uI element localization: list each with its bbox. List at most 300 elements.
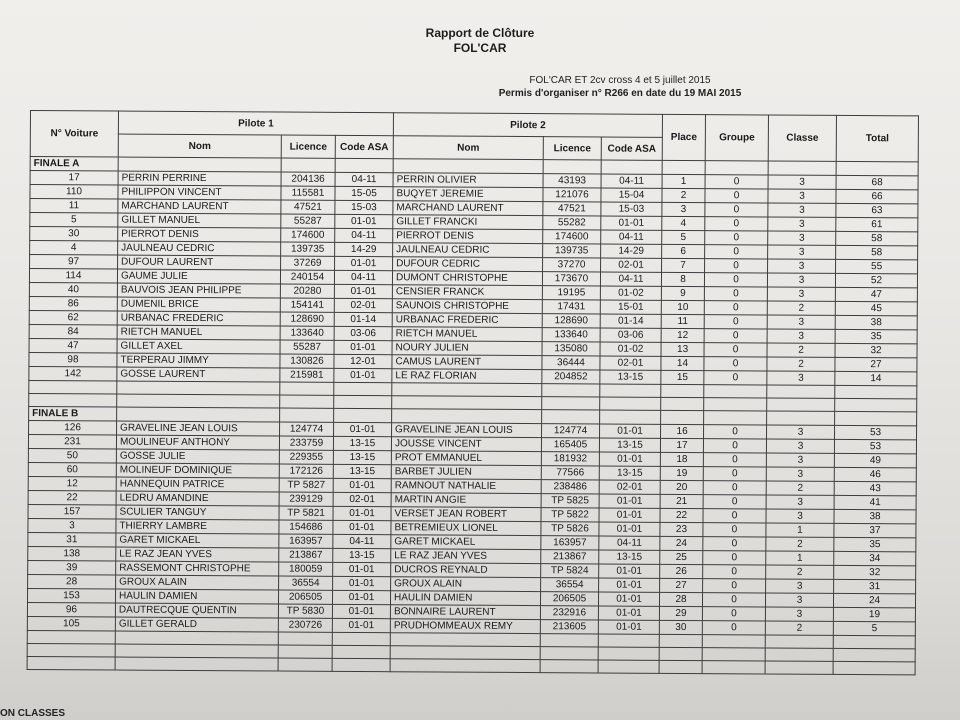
cell-p2-nom: DUCROS REYNALD	[391, 563, 541, 578]
cell-place: 9	[661, 286, 704, 300]
cell-place: 15	[661, 370, 704, 384]
cell-classe: 3	[766, 453, 834, 467]
cell-classe: 3	[768, 189, 836, 203]
cell-place: 23	[660, 522, 703, 536]
cell-voiture: 126	[29, 420, 117, 435]
cell-classe: 2	[767, 301, 835, 315]
cell-groupe: 0	[703, 565, 766, 579]
empty-cell	[29, 380, 117, 394]
section-label: FINALE A	[30, 157, 118, 172]
empty-cell	[540, 660, 598, 673]
cell-groupe: 0	[703, 439, 766, 453]
cell-p1-code-asa: 01-01	[333, 506, 391, 520]
cell-p2-nom: VERSET JEAN ROBERT	[391, 507, 541, 522]
cell-voiture: 3	[28, 518, 116, 533]
cell-groupe: 0	[703, 579, 766, 593]
cell-p2-code-asa: 01-01	[598, 620, 659, 634]
empty-cell	[281, 158, 335, 172]
empty-cell	[334, 408, 392, 422]
cell-p2-licence: 121076	[543, 188, 601, 202]
cell-p2-licence: 19195	[542, 286, 600, 300]
cell-groupe: 0	[703, 537, 766, 551]
cell-classe: 3	[767, 425, 835, 439]
empty-cell	[836, 161, 918, 176]
cell-p1-nom: GILLET MANUEL	[118, 213, 281, 228]
cell-total: 38	[834, 509, 916, 524]
cell-p1-licence: 229355	[279, 450, 333, 464]
footer-section-label: ON CLASSES	[0, 708, 66, 719]
cell-p2-code-asa: 03-06	[600, 328, 661, 342]
report-title: Rapport de Clôture	[425, 26, 535, 40]
cell-p2-licence: 204852	[542, 370, 600, 384]
cell-p1-code-asa: 01-01	[334, 284, 392, 298]
cell-groupe: 0	[704, 357, 767, 371]
empty-cell	[118, 157, 281, 172]
cell-classe: 3	[768, 245, 836, 259]
cell-place: 28	[660, 592, 703, 606]
cell-p1-nom: HAULIN DAMIEN	[115, 589, 278, 604]
cell-p2-code-asa: 01-01	[599, 578, 660, 592]
cell-p1-licence: 133640	[280, 326, 334, 340]
cell-groupe: 0	[704, 343, 767, 357]
cell-p1-licence: 213867	[279, 548, 333, 562]
cell-p1-nom: GOSSE JULIE	[116, 449, 279, 464]
cell-p2-licence: 181932	[541, 452, 599, 466]
cell-place: 22	[660, 508, 703, 522]
cell-total: 45	[835, 301, 917, 316]
cell-place: 4	[662, 216, 705, 230]
cell-groupe: 0	[705, 203, 768, 217]
cell-p2-code-asa: 04-11	[601, 174, 662, 188]
col-p1-nom: Nom	[118, 134, 281, 158]
cell-p2-nom: RIETCH MANUEL	[392, 327, 542, 342]
cell-p2-licence: 232916	[540, 606, 598, 620]
cell-voiture: 84	[29, 324, 117, 339]
col-total: Total	[836, 115, 918, 162]
cell-groupe: 0	[703, 551, 766, 565]
empty-cell	[542, 410, 600, 424]
cell-p1-nom: RIETCH MANUEL	[117, 325, 280, 340]
cell-p1-licence: 233759	[279, 436, 333, 450]
cell-groupe: 0	[703, 509, 766, 523]
cell-p2-nom: GRAVELINE JEAN LOUIS	[392, 423, 542, 438]
cell-p1-licence: 239129	[279, 492, 333, 506]
cell-p1-licence: 172126	[279, 464, 333, 478]
cell-p2-licence: 174600	[543, 230, 601, 244]
col-p2-nom: Nom	[393, 136, 543, 160]
cell-total: 43	[834, 481, 916, 496]
empty-cell	[662, 160, 705, 174]
cell-p1-code-asa: 13-15	[333, 450, 391, 464]
cell-p1-code-asa: 01-01	[333, 520, 391, 534]
cell-p1-nom: TERPERAU JIMMY	[117, 353, 280, 368]
cell-p1-licence: 204136	[281, 172, 335, 186]
cell-groupe: 0	[703, 467, 766, 481]
cell-classe: 3	[768, 203, 836, 217]
empty-cell	[392, 383, 542, 397]
cell-classe: 3	[766, 439, 834, 453]
cell-p2-nom: NOURY JULIEN	[392, 341, 542, 356]
empty-cell	[659, 634, 702, 647]
cell-p1-code-asa: 04-11	[333, 534, 391, 548]
col-place: Place	[662, 114, 705, 160]
empty-cell	[702, 635, 765, 648]
cell-p1-nom: LEDRU AMANDINE	[116, 491, 279, 506]
cell-p1-nom: HANNEQUIN PATRICE	[116, 477, 279, 492]
empty-cell	[27, 643, 115, 657]
empty-cell	[278, 645, 332, 658]
empty-cell	[393, 159, 543, 174]
cell-place: 7	[662, 258, 705, 272]
cell-p2-licence: 77566	[541, 466, 599, 480]
empty-cell	[117, 381, 280, 395]
empty-cell	[542, 397, 600, 410]
cell-place: 30	[659, 620, 702, 634]
empty-cell	[280, 382, 334, 395]
cell-p2-nom: PROT EMMANUEL	[391, 451, 541, 466]
results-body	[27, 157, 918, 675]
empty-cell	[833, 635, 915, 649]
permit-line: Permis d'organiser n° R266 en date du 19 MAI 2015	[498, 88, 742, 99]
cell-p1-licence: 206505	[278, 590, 332, 604]
empty-cell	[332, 632, 390, 645]
cell-p1-code-asa: 01-14	[334, 312, 392, 326]
cell-classe: 3	[767, 287, 835, 301]
cell-place: 16	[661, 424, 704, 438]
cell-p2-licence: 139735	[543, 244, 601, 258]
cell-p2-nom: SAUNOIS CHRISTOPHE	[392, 299, 542, 314]
cell-voiture: 28	[28, 574, 116, 589]
empty-cell	[767, 411, 835, 425]
cell-p1-code-asa: 04-11	[334, 270, 392, 284]
cell-p1-licence: 47521	[281, 200, 335, 214]
cell-p2-licence: 47521	[543, 202, 601, 216]
cell-place: 2	[662, 188, 705, 202]
empty-cell	[390, 659, 540, 673]
empty-cell	[600, 397, 661, 410]
cell-p2-nom: URBANAC FREDERIC	[392, 313, 542, 328]
cell-p1-code-asa: 01-01	[335, 256, 393, 270]
empty-cell	[704, 411, 767, 425]
cell-voiture: 12	[28, 476, 116, 491]
cell-p2-nom: BUQYET JEREMIE	[393, 187, 543, 202]
cell-groupe: 0	[705, 245, 768, 259]
cell-classe: 3	[767, 329, 835, 343]
empty-cell	[833, 648, 915, 662]
cell-p1-code-asa: 01-01	[334, 368, 392, 382]
cell-p2-code-asa: 01-02	[600, 342, 661, 356]
empty-cell	[600, 384, 661, 397]
cell-p2-code-asa: 01-01	[599, 508, 660, 522]
cell-total: 49	[834, 453, 916, 468]
cell-p2-licence: 133640	[542, 328, 600, 342]
cell-place: 26	[660, 564, 703, 578]
cell-p1-code-asa: 12-01	[334, 354, 392, 368]
cell-voiture: 157	[28, 504, 116, 519]
empty-cell	[661, 410, 704, 424]
cell-p2-licence: 135080	[542, 342, 600, 356]
cell-p2-licence: 124774	[542, 424, 600, 438]
cell-place: 25	[660, 550, 703, 564]
cell-p2-nom: BETREMIEUX LIONEL	[391, 521, 541, 536]
cell-p2-nom: JAULNEAU CEDRIC	[393, 243, 543, 258]
cell-classe: 2	[766, 537, 834, 551]
col-pilote2: Pilote 2	[393, 113, 662, 138]
cell-classe: 3	[766, 509, 834, 523]
cell-total: 52	[835, 273, 917, 288]
cell-p1-nom: DAUTRECQUE QUENTIN	[115, 603, 278, 618]
cell-p2-nom: RAMNOUT NATHALIE	[391, 479, 541, 494]
cell-p2-code-asa: 15-03	[601, 202, 662, 216]
empty-cell	[765, 635, 833, 648]
empty-cell	[661, 397, 704, 410]
cell-voiture: 96	[27, 602, 115, 617]
cell-classe: 3	[766, 467, 834, 481]
cell-p2-nom: HAULIN DAMIEN	[391, 591, 541, 606]
empty-cell	[117, 394, 280, 408]
cell-total: 58	[836, 245, 918, 260]
section-label: FINALE B	[29, 406, 117, 421]
cell-total: 31	[834, 579, 916, 594]
empty-cell	[659, 647, 702, 660]
cell-p1-licence: TP 5821	[279, 506, 333, 520]
cell-p1-code-asa: 15-05	[335, 186, 393, 200]
cell-total: 58	[836, 231, 918, 246]
cell-p1-code-asa: 13-15	[333, 464, 391, 478]
cell-p1-code-asa: 01-01	[333, 562, 391, 576]
empty-cell	[334, 395, 392, 408]
cell-p1-licence: 154141	[280, 298, 334, 312]
empty-cell	[661, 384, 704, 397]
cell-p1-licence: 163957	[279, 534, 333, 548]
cell-p1-licence: 230726	[278, 618, 332, 632]
cell-p2-code-asa: 01-01	[599, 452, 660, 466]
cell-p2-nom: PERRIN OLIVIER	[393, 173, 543, 188]
cell-voiture: 39	[28, 560, 116, 575]
col-classe: Classe	[768, 115, 836, 161]
cell-voiture: 62	[29, 310, 117, 325]
cell-total: 24	[834, 593, 916, 608]
cell-groupe: 0	[702, 607, 765, 621]
cell-voiture: 138	[28, 546, 116, 561]
empty-cell	[542, 384, 600, 397]
cell-p1-nom: PIERROT DENIS	[118, 227, 281, 242]
cell-p1-nom: SCULIER TANGUY	[116, 505, 279, 520]
cell-p2-licence: 206505	[540, 592, 598, 606]
cell-p1-code-asa: 14-29	[335, 242, 393, 256]
empty-cell	[115, 631, 278, 645]
cell-classe: 3	[765, 607, 833, 621]
cell-voiture: 17	[30, 171, 118, 186]
empty-cell	[767, 385, 835, 398]
empty-cell	[278, 658, 332, 671]
cell-groupe: 0	[702, 621, 765, 635]
cell-total: 32	[835, 343, 917, 358]
cell-total: 5	[833, 621, 915, 636]
cell-p2-licence: TP 5826	[541, 522, 599, 536]
empty-cell	[390, 633, 540, 647]
empty-cell	[29, 393, 117, 407]
cell-p1-code-asa: 03-06	[334, 326, 392, 340]
empty-cell	[835, 398, 917, 412]
cell-voiture: 153	[27, 588, 115, 603]
cell-p1-licence: 240154	[280, 270, 334, 284]
cell-p2-licence: 128690	[542, 314, 600, 328]
cell-groupe: 0	[704, 329, 767, 343]
col-p2-licence: Licence	[543, 137, 601, 160]
cell-voiture: 97	[30, 255, 118, 270]
cell-p2-code-asa: 15-04	[601, 188, 662, 202]
cell-voiture: 40	[29, 282, 117, 297]
cell-voiture: 231	[28, 434, 116, 449]
cell-p1-code-asa: 02-01	[333, 492, 391, 506]
empty-cell	[598, 660, 659, 673]
empty-cell	[659, 660, 702, 673]
cell-voiture: 142	[29, 366, 117, 381]
cell-total: 63	[836, 203, 918, 218]
cell-voiture: 110	[30, 185, 118, 200]
cell-p1-licence: 124774	[280, 422, 334, 436]
cell-voiture: 5	[30, 213, 118, 228]
cell-classe: 1	[766, 523, 834, 537]
cell-p1-code-asa: 04-11	[335, 172, 393, 186]
cell-p1-licence: 174600	[281, 228, 335, 242]
cell-p1-nom: GILLET AXEL	[117, 339, 280, 354]
cell-p1-code-asa: 15-03	[335, 200, 393, 214]
cell-p1-licence: 37269	[281, 256, 335, 270]
cell-p1-nom: RASSEMONT CHRISTOPHE	[116, 561, 279, 576]
cell-p1-licence: 180059	[279, 562, 333, 576]
col-groupe: Groupe	[705, 115, 768, 161]
cell-p2-code-asa: 01-14	[600, 314, 661, 328]
cell-p2-code-asa: 01-01	[599, 494, 660, 508]
cell-total: 55	[836, 259, 918, 274]
cell-place: 13	[661, 342, 704, 356]
cell-classe: 3	[767, 273, 835, 287]
cell-p2-code-asa: 13-15	[599, 438, 660, 452]
cell-groupe: 0	[705, 231, 768, 245]
cell-groupe: 0	[705, 189, 768, 203]
empty-cell	[598, 647, 659, 660]
cell-p2-licence: 37270	[543, 258, 601, 272]
event-name: FOL'CAR ET 2cv cross 4 et 5 juillet 2015	[529, 75, 711, 86]
cell-p1-code-asa: 01-01	[332, 618, 390, 632]
cell-p2-licence: TP 5824	[541, 564, 599, 578]
cell-place: 20	[660, 480, 703, 494]
cell-groupe: 0	[704, 287, 767, 301]
cell-p2-code-asa: 01-01	[599, 564, 660, 578]
cell-p2-nom: GILLET FRANCKI	[393, 215, 543, 230]
cell-p1-nom: GARET MICKAEL	[116, 533, 279, 548]
cell-p2-code-asa: 14-29	[601, 244, 662, 258]
cell-p1-nom: DUFOUR LAURENT	[118, 255, 281, 270]
cell-voiture: 60	[28, 462, 116, 477]
cell-voiture: 47	[29, 338, 117, 353]
empty-cell	[540, 647, 598, 660]
cell-p1-nom: URBANAC FREDERIC	[117, 311, 280, 326]
cell-p2-code-asa: 01-01	[599, 522, 660, 536]
cell-p1-licence: 36554	[279, 576, 333, 590]
cell-total: 68	[836, 175, 918, 190]
cell-voiture: 105	[27, 616, 115, 631]
empty-cell	[540, 634, 598, 647]
cell-p2-nom: PRUDHOMMEAUX REMY	[390, 619, 540, 634]
cell-p2-nom: BONNAIRE LAURENT	[390, 605, 540, 620]
cell-groupe: 0	[705, 175, 768, 189]
cell-total: 35	[835, 329, 917, 344]
empty-cell	[835, 385, 917, 399]
cell-p1-licence: 20280	[280, 284, 334, 298]
cell-place: 19	[660, 466, 703, 480]
cell-p1-code-asa: 01-01	[334, 422, 392, 436]
cell-p2-code-asa: 01-01	[601, 216, 662, 230]
cell-total: 19	[833, 607, 915, 622]
cell-p2-nom: JOUSSE VINCENT	[391, 437, 541, 452]
cell-p2-nom: BARBET JULIEN	[391, 465, 541, 480]
col-p1-licence: Licence	[281, 135, 335, 158]
cell-total: 66	[836, 189, 918, 204]
empty-cell	[115, 657, 278, 671]
cell-p2-licence: 213605	[540, 620, 598, 634]
cell-p1-code-asa: 01-01	[332, 590, 390, 604]
empty-cell	[335, 158, 393, 172]
cell-p2-licence: TP 5825	[541, 494, 599, 508]
cell-classe: 3	[768, 259, 836, 273]
cell-p1-code-asa: 01-01	[333, 576, 391, 590]
cell-p2-code-asa: 01-01	[598, 606, 659, 620]
cell-groupe: 0	[704, 315, 767, 329]
cell-classe: 3	[768, 217, 836, 231]
cell-place: 21	[660, 494, 703, 508]
empty-cell	[280, 395, 334, 408]
empty-cell	[765, 661, 833, 674]
cell-voiture: 30	[30, 227, 118, 242]
cell-voiture: 98	[29, 352, 117, 367]
cell-p1-nom: MOLINEUF DOMINIQUE	[116, 463, 279, 478]
cell-place: 12	[661, 328, 704, 342]
report-subtitle: FOL'CAR	[453, 41, 507, 55]
cell-p1-nom: BAUVOIS JEAN PHILIPPE	[117, 283, 280, 298]
empty-cell	[601, 160, 662, 174]
cell-p1-code-asa: 01-01	[332, 604, 390, 618]
cell-p1-nom: LE RAZ JEAN YVES	[116, 547, 279, 562]
cell-p2-nom: CAMUS LAURENT	[392, 355, 542, 370]
cell-total: 61	[836, 217, 918, 232]
cell-groupe: 0	[704, 301, 767, 315]
cell-p1-code-asa: 13-15	[333, 436, 391, 450]
cell-p2-licence: 36444	[542, 356, 600, 370]
cell-classe: 3	[767, 315, 835, 329]
cell-classe: 2	[765, 621, 833, 635]
cell-p2-nom: MARTIN ANGIE	[391, 493, 541, 508]
cell-p2-licence: TP 5822	[541, 508, 599, 522]
cell-place: 8	[661, 272, 704, 286]
cell-p1-licence: 139735	[281, 242, 335, 256]
cell-p2-licence: 165405	[541, 438, 599, 452]
cell-total: 53	[834, 439, 916, 454]
col-pilote1: Pilote 1	[118, 111, 393, 136]
cell-place: 10	[661, 300, 704, 314]
cell-p1-licence: 55287	[280, 340, 334, 354]
cell-total: 53	[835, 425, 917, 440]
cell-p1-nom: GRAVELINE JEAN LOUIS	[117, 421, 280, 436]
cell-groupe: 0	[703, 593, 766, 607]
cell-p2-nom: MARCHAND LAURENT	[393, 201, 543, 216]
cell-p1-nom: THIERRY LAMBRE	[116, 519, 279, 534]
cell-voiture: 31	[28, 532, 116, 547]
cell-p2-licence: 173670	[542, 272, 600, 286]
empty-cell	[392, 396, 542, 410]
